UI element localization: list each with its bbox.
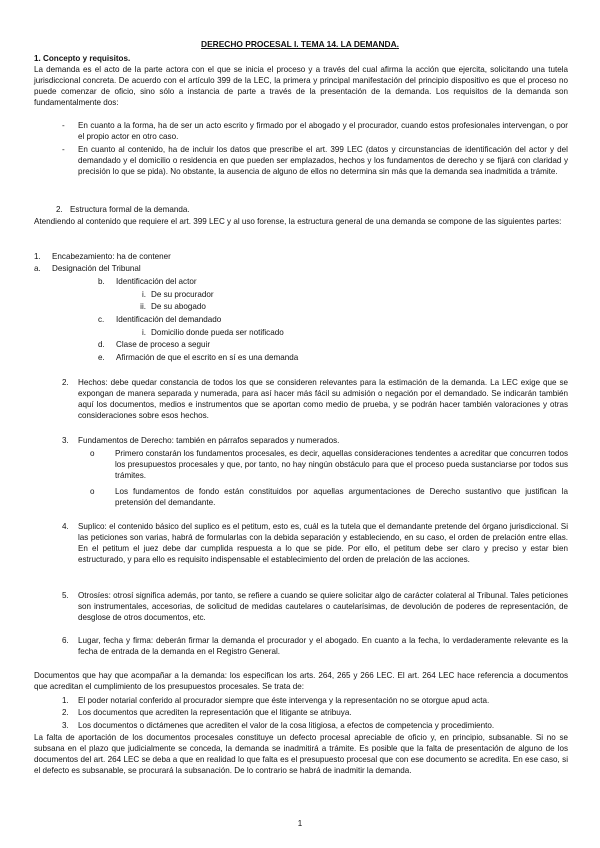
outline-marker: a. [34, 264, 41, 273]
outline-afirmacion: Afirmación de que el escrito en sí es una demanda [116, 353, 299, 362]
outline-abogado: De su abogado [151, 302, 206, 311]
bullet-marker: - [62, 145, 65, 154]
part-suplico: Suplico: el contenido básico del suplico es el petitum, esto es, cuál es la tutela que el demandante pretende del órgano jurisdiccional. Si las peticiones son varias, habrá de formularlas con la debida separación y estableciendo, en su caso, el orden de prelación entre ellas. En el petitum el juez debe dar cumplida respuesta a lo que se pide. Por ello, el petitum debe ser claro y preciso y estar bien estructurado, y para ello es requisito indispensable el establecimiento del orden de prelación de las acciones. [78, 522, 568, 565]
part-marker: 6. [62, 636, 69, 645]
doc-marker: 3. [62, 721, 69, 730]
section-2-intro: Atendiendo al contenido que requiere el art. 399 LEC y al uso forense, la estructura general de una demanda se compone de las siguientes partes: [34, 217, 562, 226]
outline-marker: e. [98, 353, 105, 362]
requisito-forma: En cuanto a la forma, ha de ser un acto escrito y firmado por el abogado y el procurador, cuando estos profesionales intervengan, o por el propio actor en otro caso. [78, 121, 568, 142]
doc-marker: 1. [62, 696, 69, 705]
documentos-intro: Documentos que hay que acompañar a la demanda: los especifican los arts. 264, 265 y 266 LEC. El art. 264 LEC hace referencia a documentos que acreditan el cumplimiento de los presupuestos procesales. Se trata de: [34, 671, 568, 692]
bullet-marker: - [62, 121, 65, 130]
outline-marker: ii. [140, 302, 146, 311]
fundamentos-fondo: Los fundamentos de fondo están constituidos por aquellas argumentaciones de Derecho sustantivo que justifican la pretensión del demandante. [115, 487, 568, 508]
page-number: 1 [297, 819, 303, 828]
fundamentos-procesales: Primero constarán los fundamentos procesales, es decir, aquellas consideraciones tendentes a acreditar que concurren todos los presupuestos procesales y que, por tanto, no hay ningún obstáculo para que el proceso pueda sustanciarse por todos sus trámites. [115, 449, 568, 481]
doc-marker: 2. [62, 708, 69, 717]
part-lugar-fecha-firma: Lugar, fecha y firma: deberán firmar la demanda el procurador y el abogado. En cuanto a la fecha, lo verdaderamente relevante es la fecha de entrada de la demanda en el Registro General. [78, 636, 568, 657]
outline-identificacion-demandado: Identificación del demandado [116, 315, 222, 324]
outline-procurador: De su procurador [151, 290, 214, 299]
outline-marker: i. [141, 290, 146, 299]
section-1-intro: La demanda es el acto de la parte actora con el que se inicia el proceso y a través del cual afirma la acción que ejercita, solicitando una tutela jurisdiccional concreta. De acuerdo con el artículo 399 de la LEC, la primera y principal manifestación del principio dispositivo es que el proceso no puede comenzar de oficio, sino sólo a instancia de parte a través de la presentación de la demanda. Los requisitos de la demanda son fundamentalmente dos: [34, 65, 568, 108]
documentos-closing: La falta de aportación de los documentos procesales constituye un defecto procesal apreciable de oficio y, en principio, subsanable. Si no se subsana en el plazo que judicialmente se conceda, la demanda se inadmitirá a trámite. Es posible que la falta de presentación de alguno de los documentos del art. 264 LEC se deba a que en realidad lo que falta es el presupuesto procesal que con ese documento se acredita. En ese caso, si el defecto es subsanable, se procurará la subsanación. De lo contrario se habrá de inadmitir la demanda. [34, 733, 568, 776]
document-title: DERECHO PROCESAL I. TEMA 14. LA DEMANDA. [201, 39, 399, 49]
section-2-number: 2. [56, 205, 63, 214]
outline-domicilio: Domicilio donde pueda ser notificado [151, 328, 284, 337]
outline-clase-proceso: Clase de proceso a seguir [116, 340, 211, 349]
outline-marker: d. [98, 340, 105, 349]
part-marker: 3. [62, 436, 69, 445]
requisito-contenido: En cuanto al contenido, ha de incluir los datos que prescribe el art. 399 LEC (datos y circunstancias de identificación del actor y del demandado y el domicilio o residencia en que pueden ser emplazados, hechos y los fundamentos de derecho y se fijará con claridad y precisión lo que se pida). No obstante, la ausencia de alguno de ellos no determina sin más que la demanda sea inadmitida a trámite. [78, 145, 568, 177]
part-hechos: Hechos: debe quedar constancia de todos los que se consideren relevantes para la estimación de la demanda. La LEC exige que se expongan de manera separada y numerada, para así hacer más fácil su admisión o negación por el demandado. Se indicarán también aquí los documentos, medios e instrumentos que se aportan como medio de prueba, y se podrán hacer también valoraciones y otras consideraciones sobre esos hechos. [78, 378, 568, 421]
part-marker: 4. [62, 522, 69, 531]
outline-marker: 1. [34, 252, 41, 261]
part-marker: 5. [62, 591, 69, 600]
doc-representacion: Los documentos que acrediten la representación que el litigante se atribuya. [78, 708, 352, 717]
part-marker: 2. [62, 378, 69, 387]
outline-identificacion-actor: Identificación del actor [116, 277, 197, 286]
section-2-heading: Estructura formal de la demanda. [70, 205, 190, 214]
section-1-heading: 1. Concepto y requisitos. [34, 54, 131, 63]
doc-dictamenes: Los documentos o dictámenes que acrediten el valor de la cosa litigiosa, a efectos de competencia y procedimiento. [78, 721, 495, 730]
doc-poder-notarial: El poder notarial conferido al procurador siempre que éste intervenga y la representación no se otorgue apud acta. [78, 696, 490, 705]
part-otrosies: Otrosíes: otrosí significa además, por tanto, se refiere a cuando se quiere solicitar algo de carácter colateral al Tribunal. Tales peticiones son instrumentales, accesorias, de solicitud de medidas cautelares o cautelarísimas, de devolución de poderes de representación, de desglose de otros documentos, etc. [78, 591, 568, 623]
outline-marker: b. [98, 277, 105, 286]
sub-bullet-marker: o [90, 449, 95, 458]
outline-designacion-tribunal: Designación del Tribunal [52, 264, 141, 273]
outline-marker: c. [98, 315, 105, 324]
section-1 [34, 53, 568, 108]
part-fundamentos: Fundamentos de Derecho: también en párrafos separados y numerados. [78, 436, 340, 445]
outline-marker: i. [141, 328, 146, 337]
outline-encabezamiento: Encabezamiento: ha de contener [52, 252, 171, 261]
sub-bullet-marker: o [90, 487, 95, 496]
